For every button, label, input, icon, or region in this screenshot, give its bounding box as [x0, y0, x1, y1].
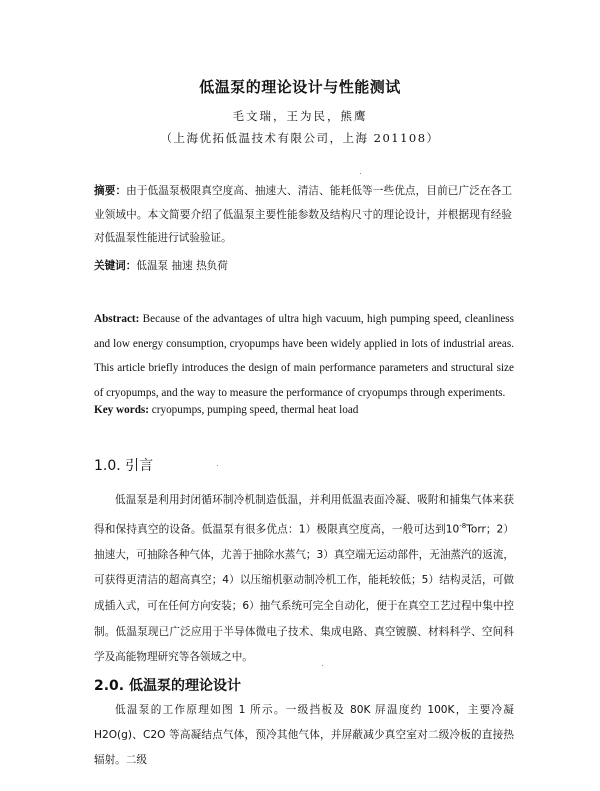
abstract-en-text: Because of the advantages of ultra high vacuum, high pumping speed, cleanliness and low energy consumption, cryopumps have been widely applied in lots of industrial areas. This article briefly introduces the design of main performance parameters and structural size of cryopumps, and the way to measure the performance of cryopumps through experiments.	[94, 313, 514, 399]
section-body-theory: 低温泵的工作原理如图 1 所示。一级挡板及 80K 屏温度约 100K，主要冷凝 H2O(g)、C2O 等高凝结点气体，预冷其他气体，并屏蔽减少真空室对二级冷板的直接热辐射。二级	[94, 704, 514, 766]
intro-text-part1: 低温泵是利用封闭循环制冷机制造低温，并利用低温表面冷凝、吸附和捕集气体来获得和保持真空的设备。低温泵有很多优点：1）极限真空度高，一般可达到10	[94, 494, 514, 536]
keywords-cn	[94, 258, 512, 273]
section-heading-theory: 2.0. 低温泵的理论设计	[94, 678, 241, 694]
scan-speck	[322, 665, 323, 666]
keywords-cn-label: 关键词：	[94, 260, 137, 272]
intro-text-part2: Torr；2）抽速大，可抽除各种气体，尤善于抽除水蒸气；3）真空端无运动部件，无油蒸汽的返流，可获得更清洁的超高真空；4）以压缩机驱动制冷机工作，能耗较低；5）结构灵活，可做成插入式，可在任何方向安装；6）抽气系统可完全自动化，便于在真空工艺过程中集中控制。低温泵现已广泛应用于半导体微电子技术、集成电路、真空镀膜、材料科学、空间科学及高能物理研究等各领域之中。	[94, 523, 515, 664]
section-heading-introduction: 1.0. 引言	[94, 458, 154, 474]
abstract-en-label: Abstract:	[94, 313, 140, 325]
keywords-en	[94, 404, 514, 416]
scan-speck	[217, 465, 218, 466]
section-body-introduction	[94, 488, 514, 671]
affiliation: （上海优拓低温技术有限公司，上海 201108）	[160, 131, 440, 145]
authors: 毛文瑞，王为民，熊鹰	[232, 109, 368, 123]
keywords-cn-text: 低温泵 抽速 热负荷	[136, 260, 228, 272]
intro-superscript: -8	[459, 521, 467, 530]
abstract-cn-label: 摘要：	[94, 185, 127, 197]
keywords-en-label: Key words:	[94, 404, 149, 416]
abstract-cn	[94, 180, 512, 251]
scan-speck	[360, 173, 361, 174]
abstract-en	[94, 307, 514, 405]
keywords-en-text: cryopumps, pumping speed, thermal heat load	[151, 404, 359, 416]
paper-title: 低温泵的理论设计与性能测试	[199, 78, 401, 96]
abstract-cn-text: 由于低温泵极限真空度高、抽速大、清洁、能耗低等一些优点，目前已广泛在各工业领域中。本文简要介绍了低温泵主要性能参数及结构尺寸的理论设计，并根据现有经验对低温泵性能进行试验验证。	[94, 185, 513, 244]
